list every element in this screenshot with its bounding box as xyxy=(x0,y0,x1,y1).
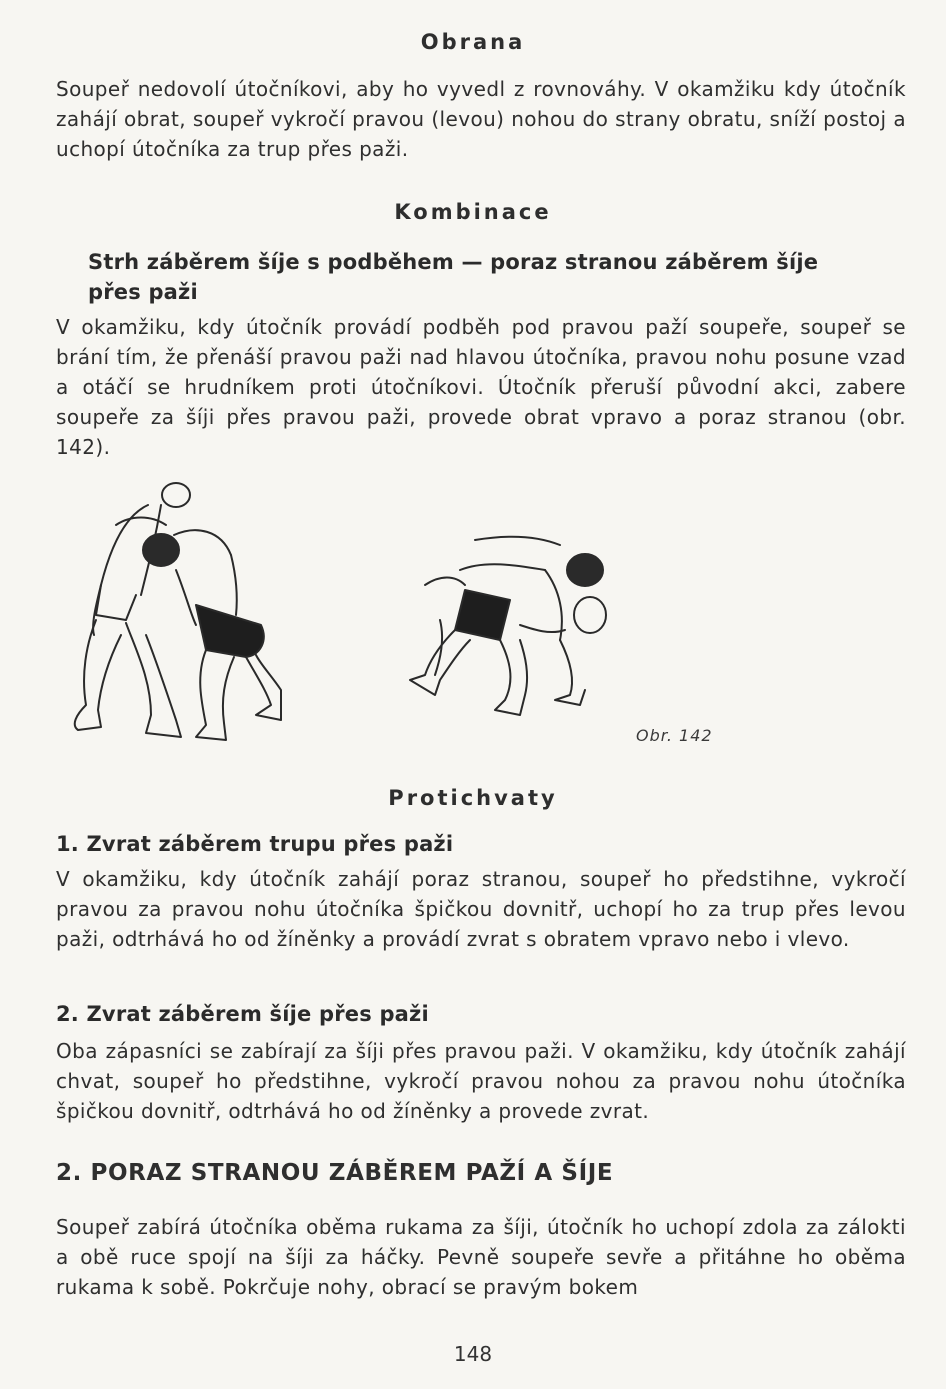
heading-kombinace: Kombinace xyxy=(394,200,552,224)
wrestlers-throw-illustration xyxy=(395,530,635,730)
figure-caption: Obr. 142 xyxy=(636,726,713,745)
paragraph-obrana: Soupeř nedovolí útočníkovi, aby ho vyvedl z rovnováhy. V okamžiku kdy útočník zahájí obrat, soupeř vykročí pravou (levou) nohou do strany obratu, sníží postoj a uchopí útočníka za trup přes paži. xyxy=(56,77,906,161)
subheading-kombinace-line2: přes paži xyxy=(88,280,198,304)
subheading-kombinace-line1: Strh záběrem šíje s podběhem — poraz stranou záběrem šíje xyxy=(88,250,819,274)
paragraph-protichvat-1: V okamžiku, kdy útočník zahájí poraz stranou, soupeř ho předstihne, vykročí pravou za pravou nohu útočníka špičkou dovnitř, uchopí ho za trup přes levou paži, odtrhává ho od žíněnky a provádí zvrat s obratem vpravo nebo i vlevo. xyxy=(56,867,906,951)
wrestlers-standing-illustration xyxy=(56,475,296,755)
subheading-protichvat-2: 2. Zvrat záběrem šíje přes paži xyxy=(56,1002,429,1026)
heading-protichvaty: Protichvaty xyxy=(388,786,558,810)
paragraph-section-2: Soupeř zabírá útočníka oběma rukama za šíji, útočník ho uchopí zdola za zálokti a obě ruce spojí na šíji za háčky. Pevně soupeře sevře a přitáhne ho oběma rukama k sobě. Pokrčuje nohy, obrací se pravým bokem xyxy=(56,1215,906,1299)
paragraph-kombinace: V okamžiku, kdy útočník provádí podběh pod pravou paží soupeře, soupeř se brání tím, že přenáší pravou paži nad hlavou útočníka, pravou nohu posune vzad a otáčí se hrudníkem proti útočníkovi. Útočník přeruší původní akci, zabere soupeře za šíji přes pravou paži, provede obrat vpravo a poraz stranou (obr. 142). xyxy=(56,315,906,459)
subheading-protichvat-1: 1. Zvrat záběrem trupu přes paži xyxy=(56,832,454,856)
section-heading-2: 2. PORAZ STRANOU ZÁBĚREM PAŽÍ A ŠÍJE xyxy=(56,1160,614,1186)
page-number: 148 xyxy=(453,1342,493,1366)
heading-obrana: Obrana xyxy=(420,30,526,54)
paragraph-protichvat-2: Oba zápasníci se zabírají za šíji přes pravou paži. V okamžiku, kdy útočník zahájí chvat, soupeř ho předstihne, vykročí pravou nohou za pravou nohu útočníka špičkou dovnitř, odtrhává ho od žíněnky a provede zvrat. xyxy=(56,1039,906,1123)
